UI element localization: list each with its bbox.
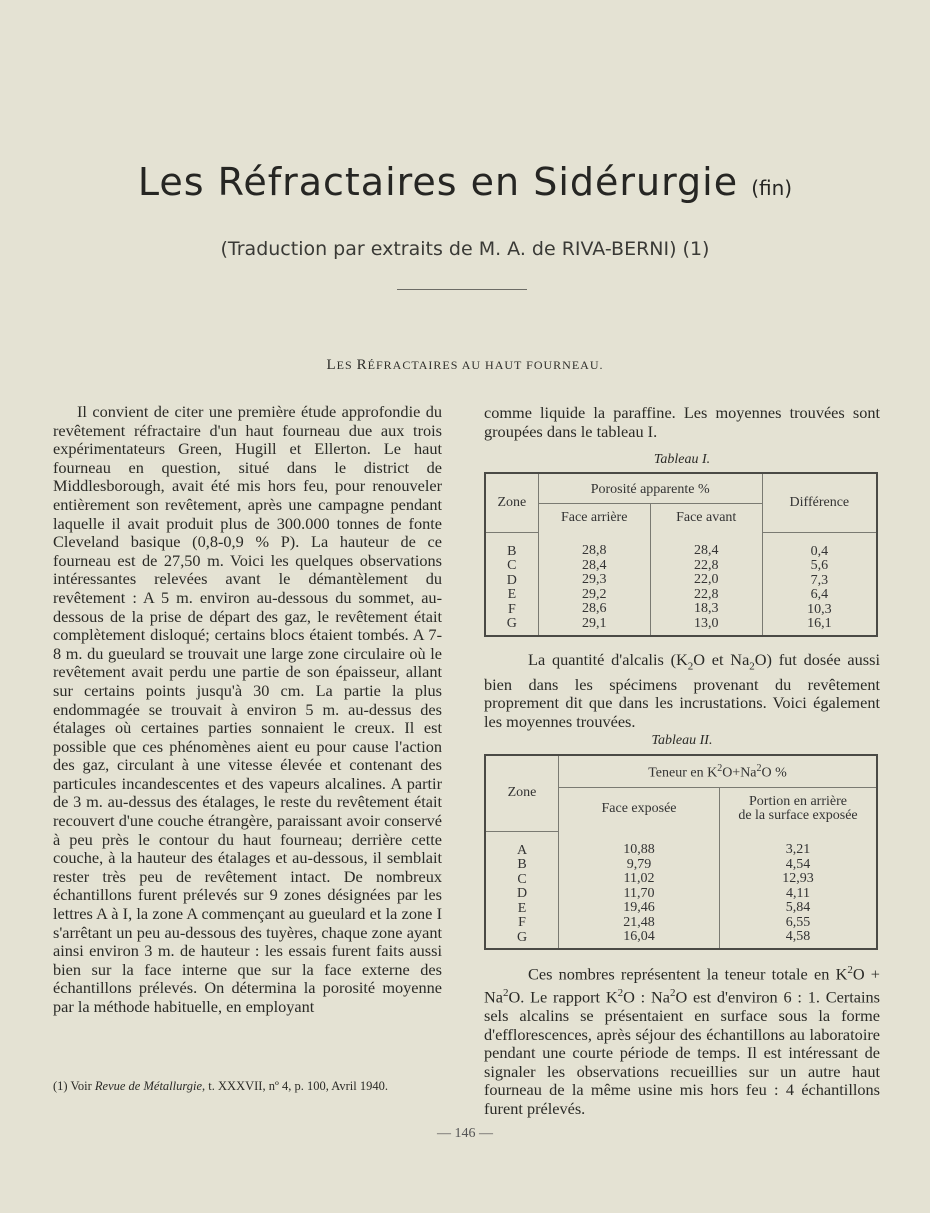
table-cell: G xyxy=(506,616,517,631)
right-column-intro xyxy=(484,404,880,441)
table-cell: 29,2 xyxy=(581,586,607,602)
table-cell: 11,02 xyxy=(623,871,655,887)
table-cell: 9,79 xyxy=(626,856,652,872)
body-paragraph-alcalis: La quantité d'alcalis ($K_2O$ et $Na_2O$) fut dosée aussi bien dans les spécimens provenant du revêtement proprement dit que dans les incrustations. Voici également les moyennes trouvées. xyxy=(484,650,880,732)
table-cell: F xyxy=(518,915,526,930)
table-cell: 5,6 xyxy=(810,558,829,573)
title-main: Les Réfractaires en Sidérurgie xyxy=(137,160,739,204)
table-cell: 0,4 xyxy=(810,543,829,559)
table1-zone-column xyxy=(485,532,538,636)
footnote: (1) Voir Revue de Métallurgie, t. XXXVII, nº 4, p. 100, Avril 1940. xyxy=(53,1079,388,1093)
table-cell: 6,55 xyxy=(785,914,811,930)
table-cell: D xyxy=(516,886,528,901)
table-cell: 5,84 xyxy=(785,900,811,916)
table2-exposee-column xyxy=(559,831,720,949)
table1-diff-column xyxy=(762,532,877,636)
table1-header-face-avant: Face avant xyxy=(650,503,762,532)
table1-header-face-arriere: Face arrière xyxy=(538,503,650,532)
table1-header-difference: Différence xyxy=(762,473,877,532)
table-cell: 11,70 xyxy=(623,885,655,901)
table-cell: E xyxy=(507,587,517,602)
page-number: — 146 — xyxy=(437,1126,493,1141)
table-cell: 4,54 xyxy=(785,856,811,872)
article-subtitle: (Traduction par extraits de M. A. de RIVA-BERNI) (1) xyxy=(220,238,710,260)
table1-header-zone: Zone xyxy=(485,473,538,532)
table1-header-group: Porosité apparente % xyxy=(538,473,762,503)
section-heading: LES RÉFRACTAIRES AU HAUT FOURNEAU. xyxy=(326,357,604,373)
title-divider xyxy=(397,289,527,290)
table2-caption: Tableau II. xyxy=(651,733,713,748)
table1-caption: Tableau I. xyxy=(653,452,711,467)
table-cell: 22,0 xyxy=(693,572,719,588)
table-cell: 19,46 xyxy=(623,900,655,916)
table-cell: 7,3 xyxy=(810,572,829,588)
table-alcalis xyxy=(484,754,878,950)
table-cell: 21,48 xyxy=(623,914,655,930)
table2-header-group: Teneur en $K^2O+Na^2O$ % xyxy=(559,755,878,787)
table-cell: D xyxy=(506,572,517,588)
table-cell: 12,93 xyxy=(782,871,814,887)
table-cell: 16,04 xyxy=(623,929,655,945)
table-cell: 18,3 xyxy=(693,601,719,617)
table-cell: 22,8 xyxy=(693,557,719,573)
table-cell: 10,3 xyxy=(807,601,832,617)
table-cell: 4,58 xyxy=(785,929,811,945)
table-cell: 6,4 xyxy=(810,587,829,602)
table-cell: 29,3 xyxy=(581,572,607,588)
table-cell: E xyxy=(517,900,527,916)
body-paragraph-continued: comme liquide la paraffine. Les moyennes trouvées sont groupées dans le tableau I. xyxy=(484,403,880,441)
table2-header-face-exposee: Face exposée xyxy=(559,787,720,831)
table1-arriere-column xyxy=(538,532,650,636)
table-cell: 3,21 xyxy=(785,842,811,858)
table2-header-zone: Zone xyxy=(485,755,559,831)
table-cell: 28,4 xyxy=(581,557,607,573)
table2-header-portion: Portion en arrière de la surface exposée xyxy=(720,787,878,831)
table-cell: 28,8 xyxy=(581,543,607,559)
table2-zone-column xyxy=(485,831,559,949)
table-cell: 22,8 xyxy=(693,586,719,602)
article-title xyxy=(0,160,930,204)
table-cell: 28,6 xyxy=(581,601,607,617)
table-cell: B xyxy=(507,543,517,559)
table-cell: C xyxy=(517,871,527,887)
table2-portion-column xyxy=(720,831,878,949)
table-cell: 10,88 xyxy=(623,842,655,858)
left-column xyxy=(53,403,442,1017)
table-cell: A xyxy=(516,842,528,858)
table-cell: 16,1 xyxy=(807,616,832,631)
body-paragraph-nombres: Ces nombres représentent la teneur totale en $K^2O + Na^2O$. Le rapport $K^2O$ : Na$^2$O est d'environ 6 : 1. Certains sels alcalins se présentaient en surface sous la forme d'efflorescences, après séjour des échantillons au laboratoire pendant une courte période de temps. Il est intéressant de signaler les observations recueillies sur un autre haut fourneau de la même usine mis hors feu : 4 échantillons furent prélevés. xyxy=(484,964,880,1118)
table-porosity xyxy=(484,472,878,637)
table-cell: 28,4 xyxy=(693,543,719,559)
title-suffix: (fin) xyxy=(751,176,793,200)
table-cell: 4,11 xyxy=(786,885,810,901)
table1-avant-column xyxy=(650,532,762,636)
table-cell: B xyxy=(517,857,527,872)
body-paragraph-1: Il convient de citer une première étude approfondie du revêtement réfractaire d'un haut fourneau due aux trois expérimentateurs Green, Hugill et Ellerton. Le haut fourneau en question, situé dans le district de Middlesborough, avait été mis hors feu, pour renouveler entièrement son revêtement, après une campagne pendant laquelle il avait produit plus de 300.000 tonnes de fonte Cleveland basique (0,8-0,9 % P). La hauteur de ce fourneau est de 27,50 m. Voici les quelques observations intéressantes relevées avant le démantèlement du revêtement : A 5 m. environ au-dessous du sommet, au-dessous de la prise de départ des gaz, le revêtement était complètement disloqué; certains blocs étaient tombés. A 7-8 m. du gueulard se trouvait une large zone circulaire où le revêtement avait perdu une partie de son épaisseur, allant sur certains points jusqu'à 30 cm. La partie la plus endommagée se trouvait à environ 5 m. au-dessus des étalages où certaines parties sonnaient le creux. Il est possible que ces phénomènes aient eu pour cause l'action des gaz, circulant à une vitesse élevée et contenant des particules incandescentes et des vapeurs alcalines. A partir de 3 m. au-dessus des étalages, le reste du revêtement était recouvert d'une couche étrangère, paraissant avoir conservé à peu près le contour du haut fourneau; derrière cette couche, à la hauteur des étalages et au-dessous, il semblait rester très peu de revêtement intact. De nombreux échantillons furent prélevés sur 9 zones désignées par les lettres A à I, la zone A commençant au gueulard et la zone I s'arrêtant un peu au-dessous des tuyères, chaque zone ayant ainsi environ 3 m. de hauteur : les essais furent faits aussi bien sur la face interne que sur la face externe des échantillons prélevés. On détermina la porosité moyenne par la méthode habituelle, en employant xyxy=(53,402,442,1016)
table-cell: C xyxy=(507,558,517,573)
table-cell: F xyxy=(507,601,516,617)
table-cell: G xyxy=(516,929,528,945)
table-cell: 29,1 xyxy=(581,615,607,631)
footnote-journal: Revue de Métallurgie xyxy=(94,1079,203,1093)
table-cell: 13,0 xyxy=(693,615,719,631)
